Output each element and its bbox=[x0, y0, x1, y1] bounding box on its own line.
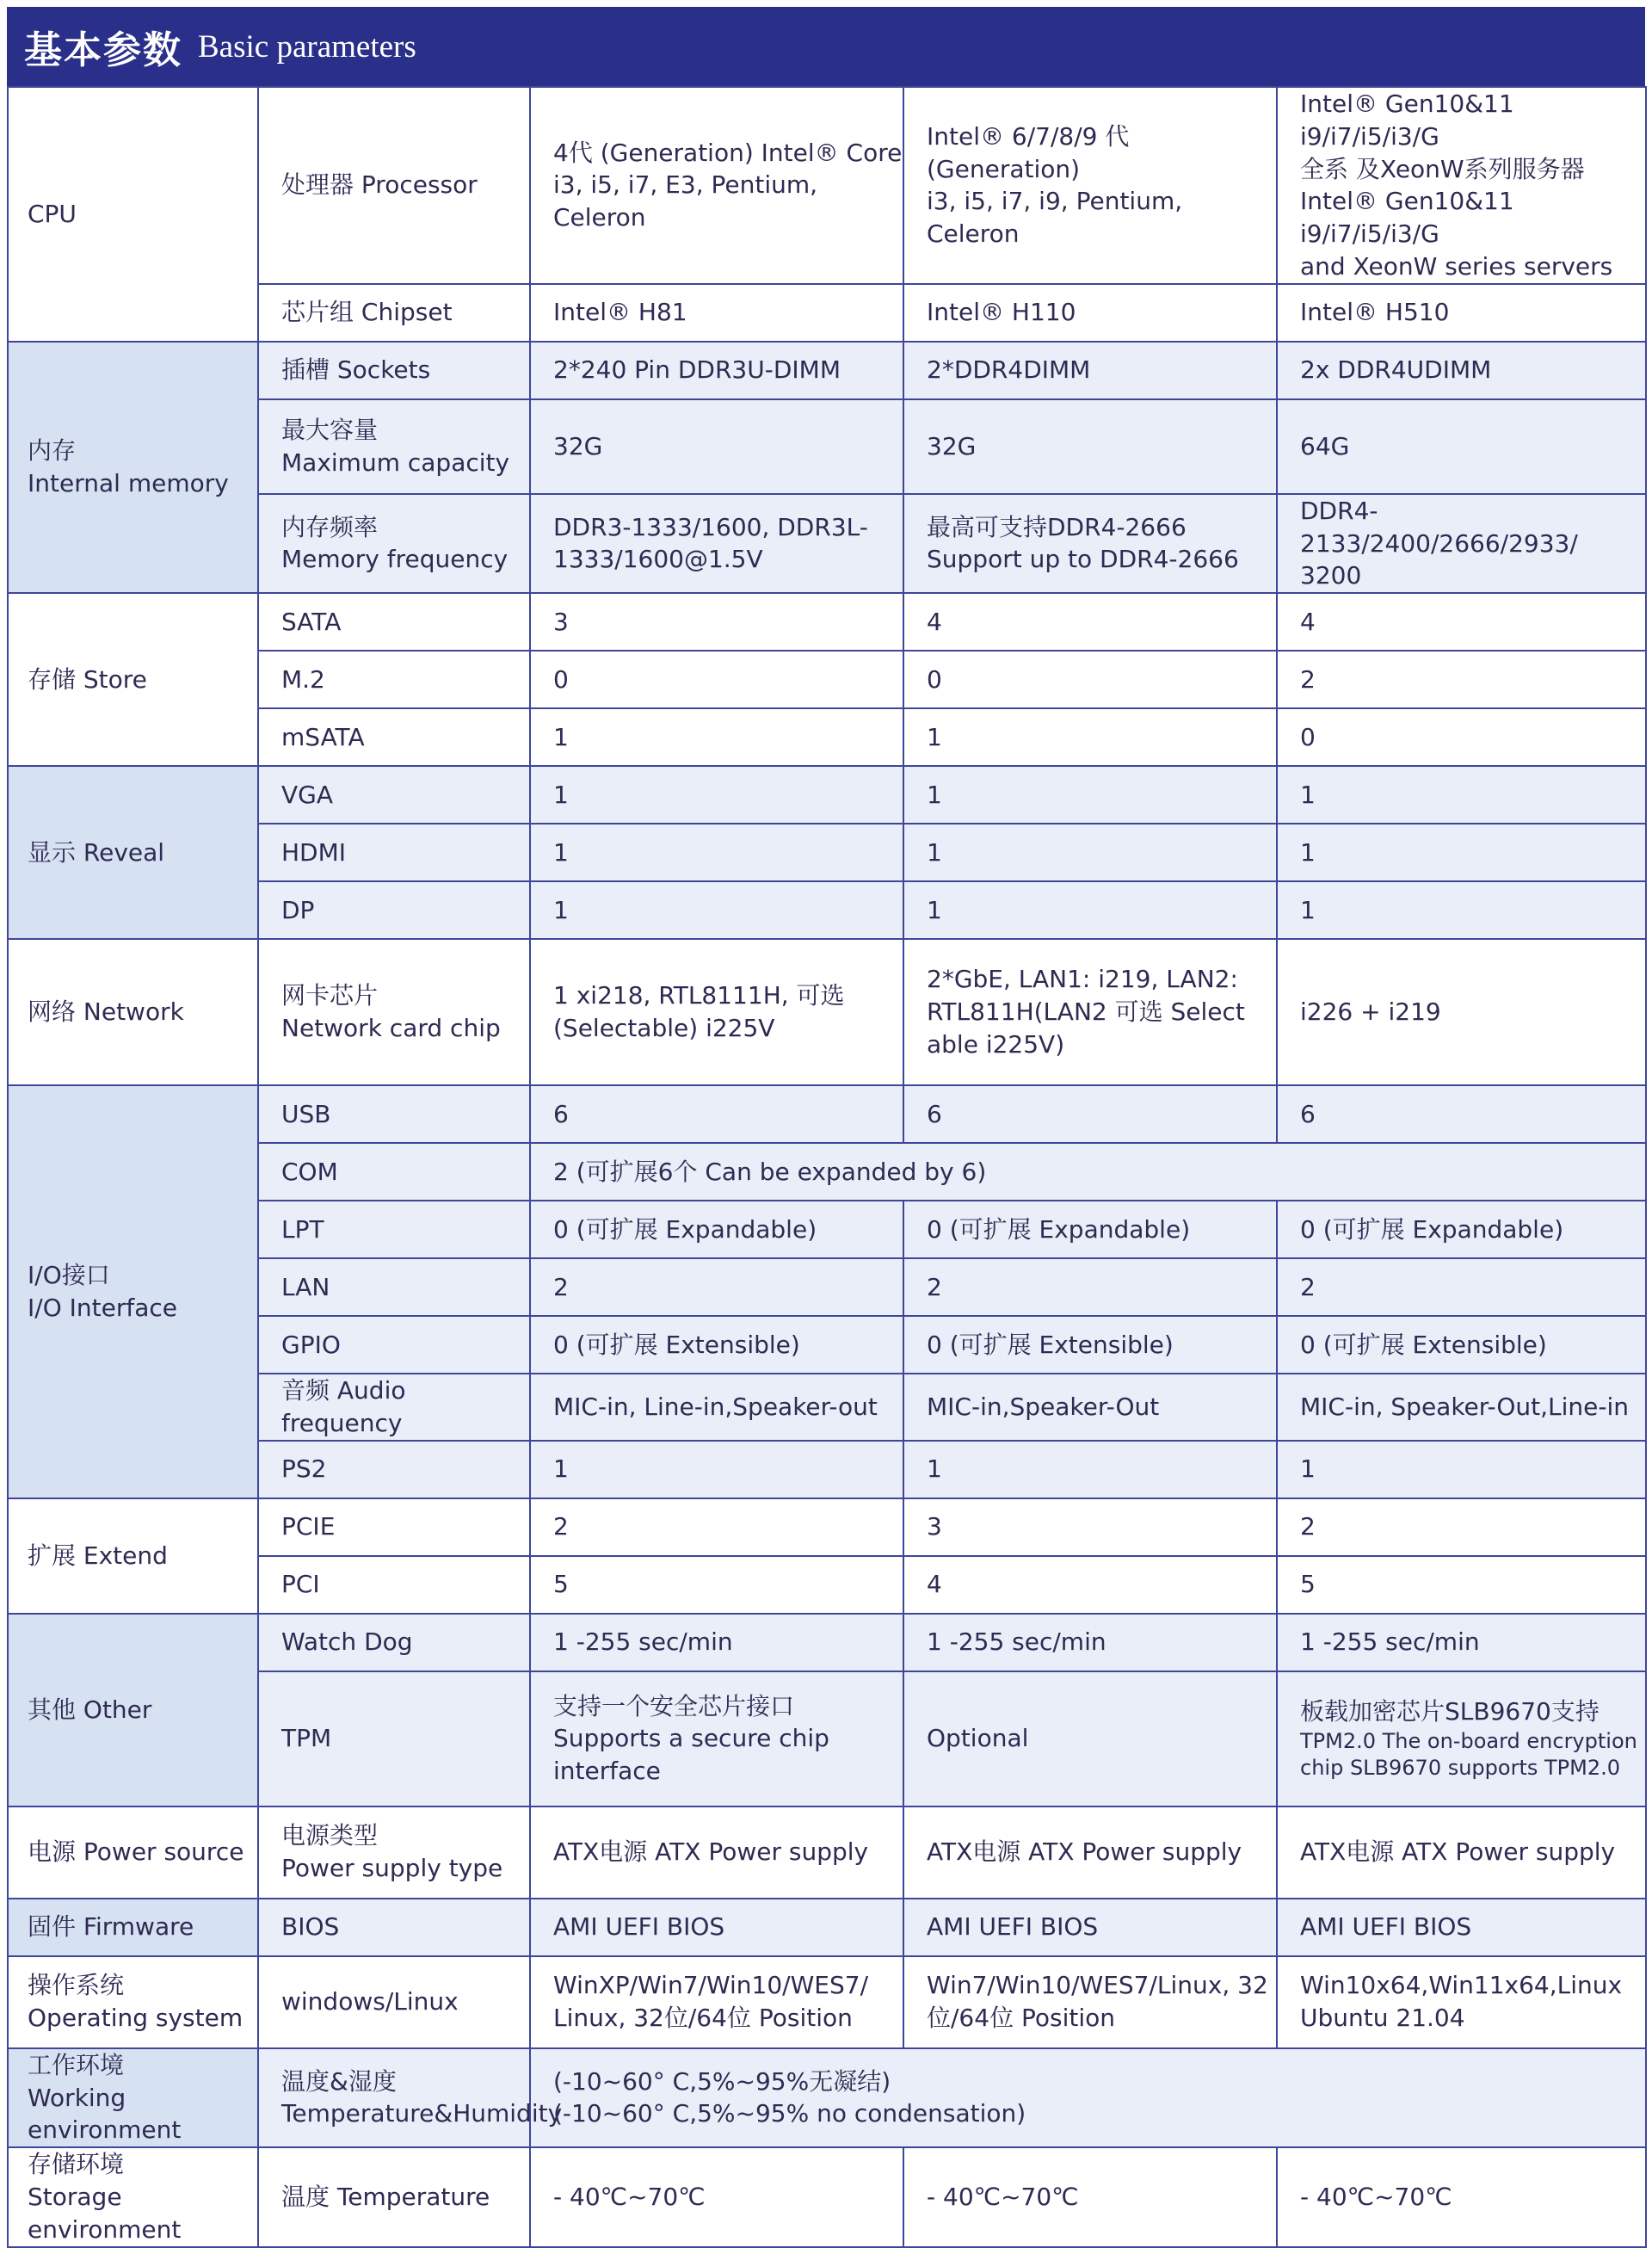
row-label: COM bbox=[258, 1143, 530, 1201]
cell-gen-a: 5 bbox=[530, 1556, 903, 1614]
cell-gen-c: Win10x64,Win11x64,Linux Ubuntu 21.04 bbox=[1277, 1956, 1646, 2048]
category-power: 电源 Power source bbox=[8, 1806, 258, 1899]
cell-gen-a: WinXP/Win7/Win10/WES7/ Linux, 32位/64位 Position bbox=[530, 1956, 903, 2048]
cell-gen-c: 1 bbox=[1277, 824, 1646, 881]
cell-gen-c: 2 bbox=[1277, 1498, 1646, 1556]
tpm-note-top: 板载加密芯片SLB9670支持 bbox=[1300, 1697, 1600, 1726]
cell-gen-b: 1 bbox=[903, 881, 1277, 939]
cell-gen-c: i226 + i219 bbox=[1277, 939, 1646, 1085]
row-label: 内存频率 Memory frequency bbox=[258, 494, 530, 593]
cell-gen-b: 1 bbox=[903, 708, 1277, 766]
cell-gen-a: ATX电源 ATX Power supply bbox=[530, 1806, 903, 1899]
row-label: VGA bbox=[258, 766, 530, 824]
category-firmware: 固件 Firmware bbox=[8, 1899, 258, 1956]
category-work-env: 工作环境 Working environment bbox=[8, 2048, 258, 2147]
cell-gen-a: - 40℃~70℃ bbox=[530, 2147, 903, 2246]
row-label: 处理器 Processor bbox=[258, 87, 530, 284]
cell-gen-c: AMI UEFI BIOS bbox=[1277, 1899, 1646, 1956]
cell-gen-b: 2 bbox=[903, 1258, 1277, 1316]
row-label: LPT bbox=[258, 1201, 530, 1258]
cell-gen-c bbox=[1277, 1671, 1646, 1806]
spec-table bbox=[7, 86, 1647, 2248]
cell-gen-b: 0 bbox=[903, 651, 1277, 708]
category-memory: 内存 Internal memory bbox=[8, 342, 258, 593]
row-label: 电源类型 Power supply type bbox=[258, 1806, 530, 1899]
table-row bbox=[8, 1085, 1646, 1143]
cell-gen-a: 2*240 Pin DDR3U-DIMM bbox=[530, 342, 903, 399]
tpm-note-small: TPM2.0 The on-board encryption chip SLB9670 supports TPM2.0 bbox=[1300, 1728, 1637, 1781]
row-label: 芯片组 Chipset bbox=[258, 284, 530, 342]
category-reveal: 显示 Reveal bbox=[8, 766, 258, 939]
cell-gen-b: Intel® 6/7/8/9 代 (Generation) i3, i5, i7, i9, Pentium, Celeron bbox=[903, 87, 1277, 284]
title-zh: 基本参数 bbox=[24, 28, 182, 72]
row-label: 温度&湿度 Temperature&Humidity bbox=[258, 2048, 530, 2147]
cell-gen-c: DDR4-2133/2400/2666/2933/ 3200 bbox=[1277, 494, 1646, 593]
cell-gen-a: 0 (可扩展 Expandable) bbox=[530, 1201, 903, 1258]
cell-gen-b: 1 bbox=[903, 1441, 1277, 1498]
row-label: HDMI bbox=[258, 824, 530, 881]
row-label: 温度 Temperature bbox=[258, 2147, 530, 2246]
cell-gen-a: 1 -255 sec/min bbox=[530, 1614, 903, 1671]
cell-gen-b: Optional bbox=[903, 1671, 1277, 1806]
cell-gen-c: Intel® H510 bbox=[1277, 284, 1646, 342]
cell-gen-b: Intel® H110 bbox=[903, 284, 1277, 342]
cell-gen-b: AMI UEFI BIOS bbox=[903, 1899, 1277, 1956]
cell-gen-b: 4 bbox=[903, 593, 1277, 651]
cell-gen-a: 1 bbox=[530, 881, 903, 939]
cell-gen-a: 2 bbox=[530, 1498, 903, 1556]
cell-gen-c: 0 bbox=[1277, 708, 1646, 766]
cell-gen-c: ATX电源 ATX Power supply bbox=[1277, 1806, 1646, 1899]
table-row bbox=[8, 1806, 1646, 1899]
row-label: USB bbox=[258, 1085, 530, 1143]
cell-gen-c: 2 bbox=[1277, 651, 1646, 708]
cell-gen-b: 2*GbE, LAN1: i219, LAN2: RTL811H(LAN2 可选 Select able i225V) bbox=[903, 939, 1277, 1085]
cell-gen-a: 6 bbox=[530, 1085, 903, 1143]
cell-gen-a: 1 xi218, RTL8111H, 可选 (Selectable) i225V bbox=[530, 939, 903, 1085]
cell-span: (-10~60° C,5%~95%无凝结) (-10~60° C,5%~95% no condensation) bbox=[530, 2048, 1646, 2147]
table-row bbox=[8, 342, 1646, 399]
cell-gen-a: 2 bbox=[530, 1258, 903, 1316]
table-row bbox=[8, 1899, 1646, 1956]
cell-gen-c: 5 bbox=[1277, 1556, 1646, 1614]
row-label: PS2 bbox=[258, 1441, 530, 1498]
row-label: PCIE bbox=[258, 1498, 530, 1556]
row-label: 插槽 Sockets bbox=[258, 342, 530, 399]
cell-gen-c: 0 (可扩展 Expandable) bbox=[1277, 1201, 1646, 1258]
cell-gen-c: 1 -255 sec/min bbox=[1277, 1614, 1646, 1671]
category-extend: 扩展 Extend bbox=[8, 1498, 258, 1614]
cell-gen-c: MIC-in, Speaker-Out,Line-in bbox=[1277, 1374, 1646, 1441]
cell-gen-c: 1 bbox=[1277, 1441, 1646, 1498]
cell-gen-a: AMI UEFI BIOS bbox=[530, 1899, 903, 1956]
cell-gen-b: 1 bbox=[903, 766, 1277, 824]
row-label: 网卡芯片 Network card chip bbox=[258, 939, 530, 1085]
cell-gen-a: 1 bbox=[530, 824, 903, 881]
category-cpu: CPU bbox=[8, 87, 258, 342]
cell-gen-b: 3 bbox=[903, 1498, 1277, 1556]
row-label: LAN bbox=[258, 1258, 530, 1316]
cell-gen-a: MIC-in, Line-in,Speaker-out bbox=[530, 1374, 903, 1441]
cell-gen-b: - 40℃~70℃ bbox=[903, 2147, 1277, 2246]
cell-gen-b: Win7/Win10/WES7/Linux, 32 位/64位 Position bbox=[903, 1956, 1277, 2048]
category-storage-env: 存储环境 Storage environment bbox=[8, 2147, 258, 2246]
cell-gen-a: 支持一个安全芯片接口 Supports a secure chip interface bbox=[530, 1671, 903, 1806]
cell-gen-a: 4代 (Generation) Intel® Core i3, i5, i7, E3, Pentium, Celeron bbox=[530, 87, 903, 284]
cell-gen-b: 2*DDR4DIMM bbox=[903, 342, 1277, 399]
table-row bbox=[8, 2048, 1646, 2147]
row-label: DP bbox=[258, 881, 530, 939]
table-row bbox=[8, 939, 1646, 1085]
cell-gen-c: 1 bbox=[1277, 881, 1646, 939]
cell-gen-c: 2 bbox=[1277, 1258, 1646, 1316]
cell-gen-c: 6 bbox=[1277, 1085, 1646, 1143]
cell-gen-b: 1 -255 sec/min bbox=[903, 1614, 1277, 1671]
table-row bbox=[8, 593, 1646, 651]
row-label: windows/Linux bbox=[258, 1956, 530, 2048]
cell-gen-b: 0 (可扩展 Expandable) bbox=[903, 1201, 1277, 1258]
table-row bbox=[8, 1956, 1646, 2048]
cell-gen-c: 2x DDR4UDIMM bbox=[1277, 342, 1646, 399]
row-label: mSATA bbox=[258, 708, 530, 766]
cell-gen-a: 0 bbox=[530, 651, 903, 708]
row-label: GPIO bbox=[258, 1316, 530, 1374]
cell-gen-c: - 40℃~70℃ bbox=[1277, 2147, 1646, 2246]
row-label: M.2 bbox=[258, 651, 530, 708]
cell-gen-b: 4 bbox=[903, 1556, 1277, 1614]
cell-gen-c: 4 bbox=[1277, 593, 1646, 651]
cell-gen-a: DDR3-1333/1600, DDR3L- 1333/1600@1.5V bbox=[530, 494, 903, 593]
cell-gen-a: 1 bbox=[530, 1441, 903, 1498]
cell-gen-a: 32G bbox=[530, 399, 903, 494]
row-label: Watch Dog bbox=[258, 1614, 530, 1671]
cell-gen-b: 1 bbox=[903, 824, 1277, 881]
cell-gen-c: 1 bbox=[1277, 766, 1646, 824]
category-os: 操作系统 Operating system bbox=[8, 1956, 258, 2048]
table-row bbox=[8, 2147, 1646, 2246]
table-row bbox=[8, 1498, 1646, 1556]
cell-span: 2 (可扩展6个 Can be expanded by 6) bbox=[530, 1143, 1646, 1201]
row-label: SATA bbox=[258, 593, 530, 651]
header-bar bbox=[7, 7, 1645, 86]
table-row bbox=[8, 1614, 1646, 1671]
row-label: 最大容量 Maximum capacity bbox=[258, 399, 530, 494]
row-label: BIOS bbox=[258, 1899, 530, 1956]
cell-gen-c: Intel® Gen10&11 i9/i7/i5/i3/G 全系 及XeonW系列服务器 Intel® Gen10&11 i9/i7/i5/i3/G and XeonW series servers bbox=[1277, 87, 1646, 284]
spec-sheet bbox=[7, 7, 1645, 2244]
cell-gen-a: 3 bbox=[530, 593, 903, 651]
cell-gen-a: 0 (可扩展 Extensible) bbox=[530, 1316, 903, 1374]
cell-gen-b: 32G bbox=[903, 399, 1277, 494]
category-other: 其他 Other bbox=[8, 1614, 258, 1806]
cell-gen-c: 0 (可扩展 Extensible) bbox=[1277, 1316, 1646, 1374]
category-store: 存储 Store bbox=[8, 593, 258, 766]
table-row bbox=[8, 87, 1646, 284]
cell-gen-a: 1 bbox=[530, 708, 903, 766]
cell-gen-c: 64G bbox=[1277, 399, 1646, 494]
table-row bbox=[8, 766, 1646, 824]
cell-gen-a: 1 bbox=[530, 766, 903, 824]
cell-gen-a: Intel® H81 bbox=[530, 284, 903, 342]
cell-gen-b: 0 (可扩展 Extensible) bbox=[903, 1316, 1277, 1374]
category-io: I/O接口 I/O Interface bbox=[8, 1085, 258, 1498]
title-en: Basic parameters bbox=[198, 28, 416, 65]
cell-gen-b: 最高可支持DDR4-2666 Support up to DDR4-2666 bbox=[903, 494, 1277, 593]
cell-gen-b: 6 bbox=[903, 1085, 1277, 1143]
cell-gen-b: MIC-in,Speaker-Out bbox=[903, 1374, 1277, 1441]
row-label: PCI bbox=[258, 1556, 530, 1614]
category-network: 网络 Network bbox=[8, 939, 258, 1085]
row-label: TPM bbox=[258, 1671, 530, 1806]
row-label: 音频 Audio frequency bbox=[258, 1374, 530, 1441]
cell-gen-b: ATX电源 ATX Power supply bbox=[903, 1806, 1277, 1899]
